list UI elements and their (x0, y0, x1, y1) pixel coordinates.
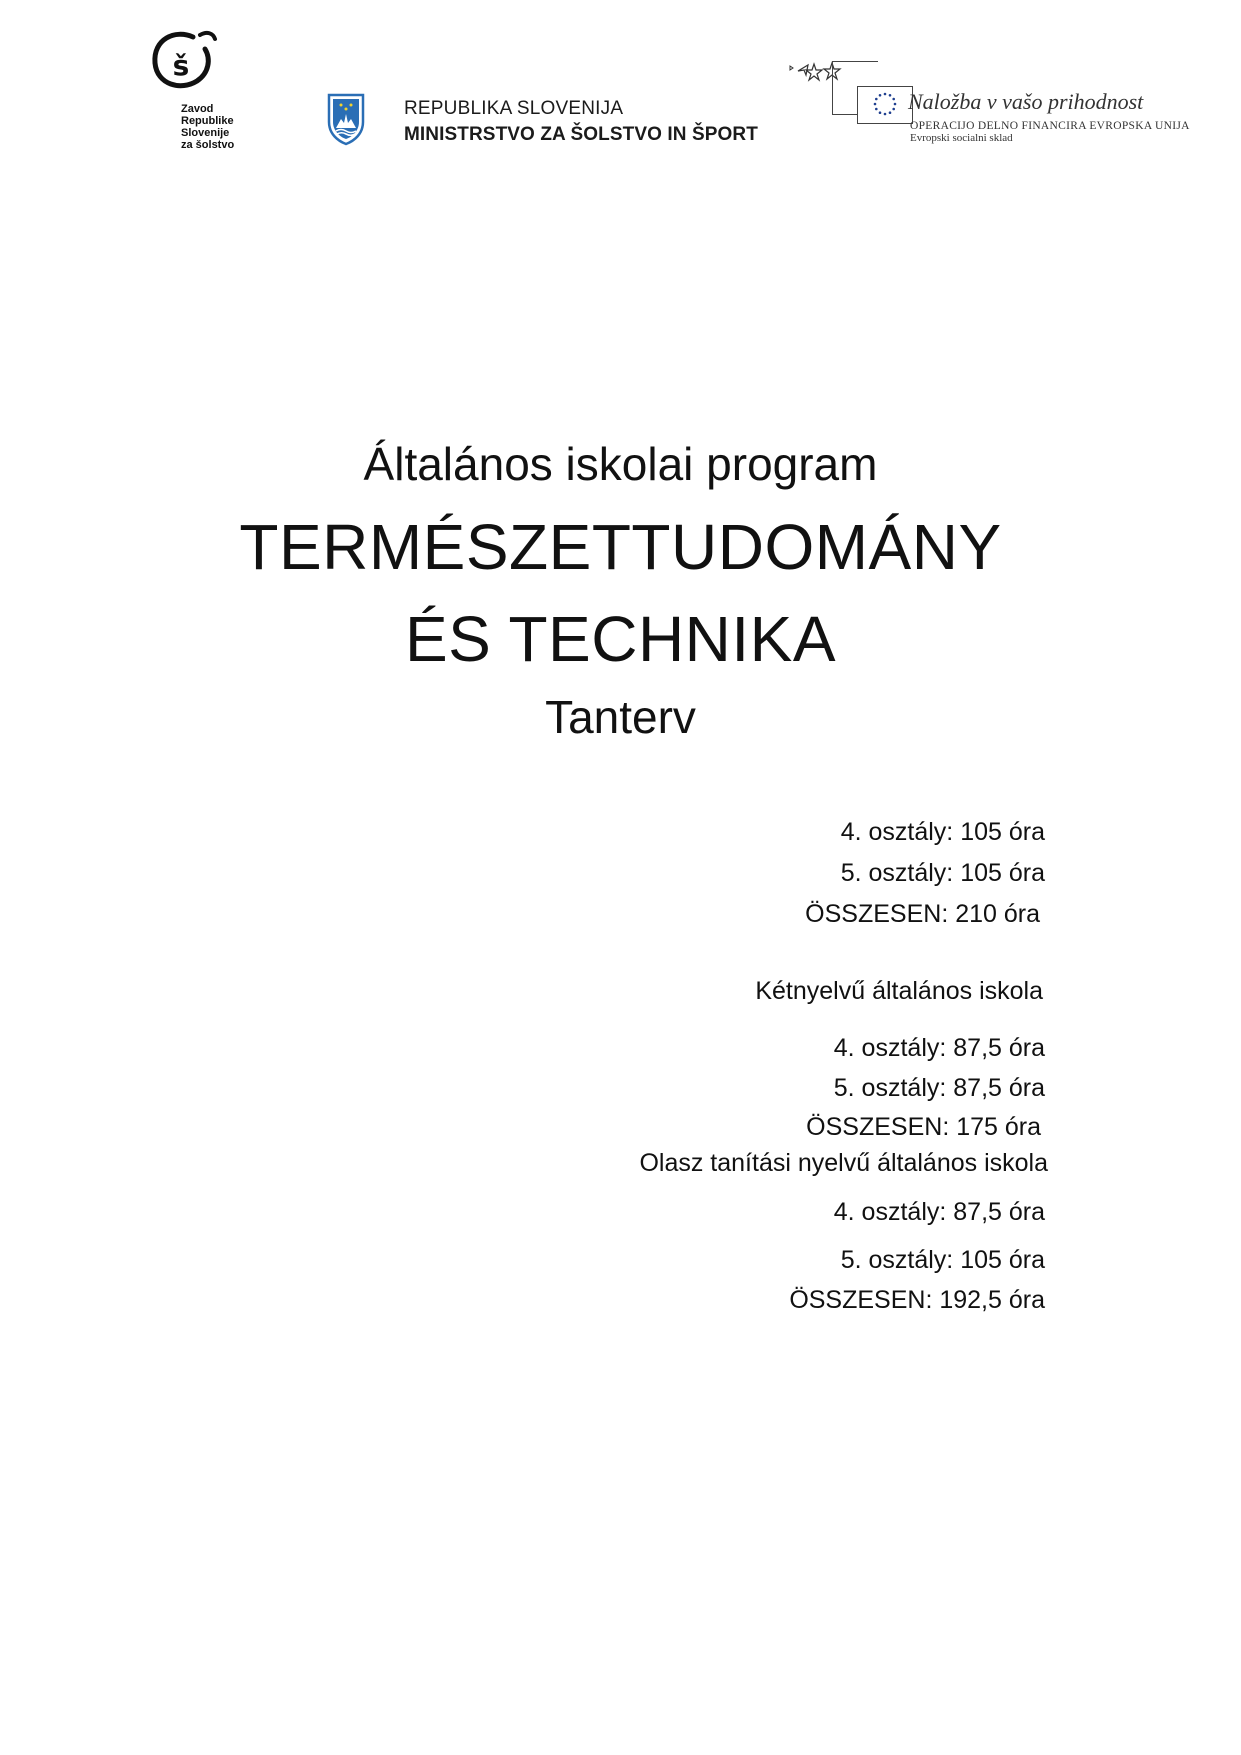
general-total-hours: ÖSSZESEN: 210 óra (805, 900, 1040, 928)
document-title-line2: ÉS TECHNIKA (404, 603, 837, 675)
zrss-line: Zavod (181, 103, 214, 115)
document-title-line1: TERMÉSZETTUDOMÁNY (239, 511, 1002, 583)
republic-name: REPUBLIKA SLOVENIJA (404, 98, 624, 119)
government-name (404, 96, 758, 148)
bilingual-school-heading: Kétnyelvű általános iskola (755, 977, 1043, 1005)
eu-cofinancing-note: OPERACIJO DELNO FINANCIRA EVROPSKA UNIJA (910, 120, 1190, 132)
document-type: Tanterv (545, 691, 696, 743)
general-grade5-hours: 5. osztály: 105 óra (840, 859, 1045, 887)
bilingual-grade4-hours: 4. osztály: 87,5 óra (833, 1034, 1045, 1062)
slovenian-coat-of-arms-icon (326, 92, 366, 146)
bilingual-grade5-hours: 5. osztály: 87,5 óra (833, 1074, 1045, 1102)
program-subtitle: Általános iskolai program (363, 438, 878, 490)
eu-slogan: Naložba v vašo prihodnost (908, 89, 1144, 114)
eu-flag-icon (857, 86, 913, 124)
zrss-line: Slovenije (181, 127, 230, 139)
general-grade4-hours: 4. osztály: 105 óra (840, 818, 1045, 846)
zrss-line: za šolstvo (181, 139, 235, 151)
eu-fund-name: Evropski socialni sklad (910, 132, 1013, 144)
zrss-s-logo-icon (145, 25, 225, 105)
italian-grade4-hours: 4. osztály: 87,5 óra (833, 1198, 1045, 1226)
svg-text:š: š (172, 49, 190, 82)
eu-logo (832, 61, 1190, 144)
zrss-logo (145, 25, 255, 160)
italian-school-heading: Olasz tanítási nyelvű általános iskola (639, 1149, 1048, 1177)
italian-grade5-hours: 5. osztály: 105 óra (840, 1246, 1045, 1274)
ministry-name: MINISTRSTVO ZA ŠOLSTVO IN ŠPORT (404, 124, 758, 145)
italian-total-hours: ÖSSZESEN: 192,5 óra (789, 1286, 1045, 1314)
zrss-name (181, 103, 234, 151)
zrss-line: Republike (181, 115, 234, 127)
bilingual-total-hours: ÖSSZESEN: 175 óra (806, 1113, 1041, 1141)
